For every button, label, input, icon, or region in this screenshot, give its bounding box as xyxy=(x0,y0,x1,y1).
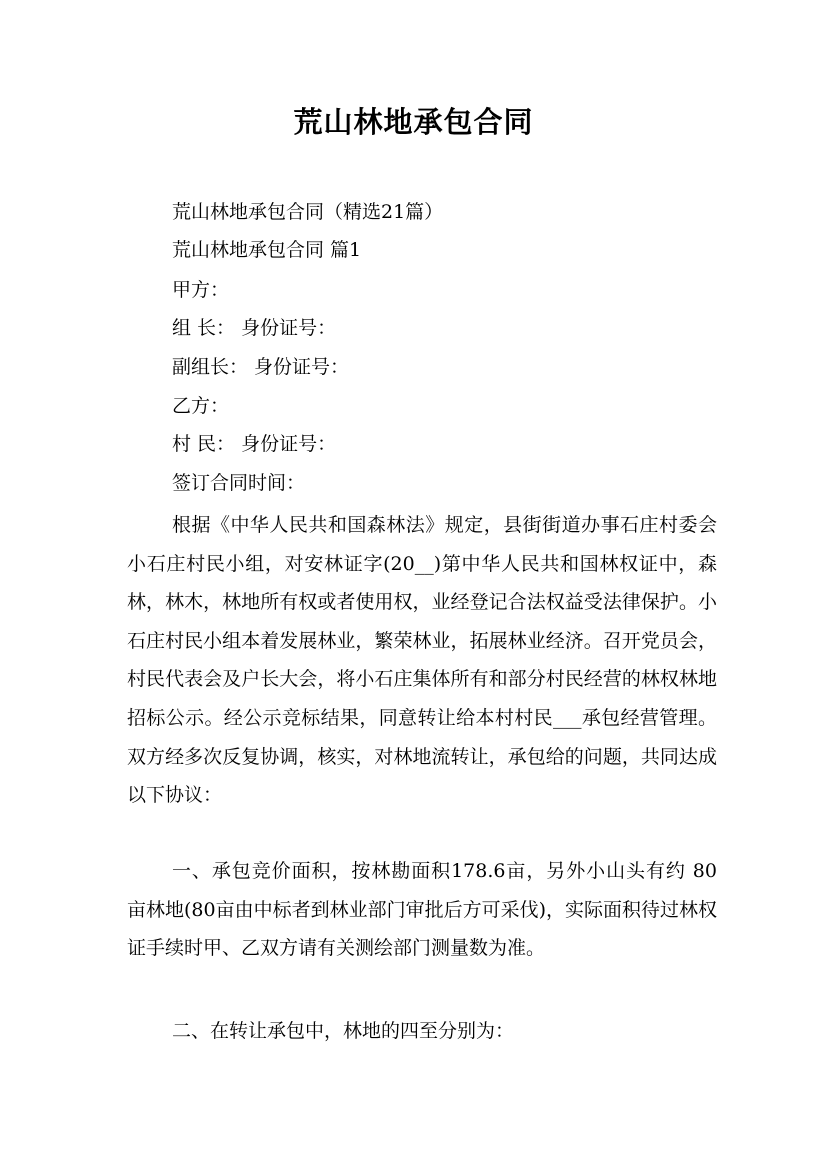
signing-date-line: 签订合同时间： xyxy=(172,472,306,494)
subtitle-line: 荒山林地承包合同（精选21篇） xyxy=(172,201,444,223)
section-heading: 荒山林地承包合同 篇1 xyxy=(172,239,362,261)
document-title: 荒山林地承包合同 xyxy=(293,105,534,139)
party-b-label: 乙方： xyxy=(172,395,230,417)
body-paragraph-clause-1: 一、承包竞价面积，按林勘面积178.6亩，另外小山头有约 80 亩林地(80亩由中标者到林业部门审批后方可采伐)，实际面积待过林权证手续时甲、乙双方请有关测绘部门测量数为准。 xyxy=(127,860,718,960)
body-paragraph-clause-2: 二、在转让承包中，林地的四至分别为： xyxy=(172,1020,515,1042)
deputy-leader-line: 副组长： 身份证号： xyxy=(172,356,350,378)
villager-line: 村 民： 身份证号： xyxy=(172,433,337,455)
group-leader-line: 组 长： 身份证号： xyxy=(172,317,337,339)
body-paragraph-intro: 根据《中华人民共和国森林法》规定，县街街道办事石庄村委会小石庄村民小组，对安林证字(20__)第中华人民共和国林权证中，森林，林木，林地所有权或者使用权，业经登记合法权益受法律保护。小石庄村民小组本着发展林业，繁荣林业，拓展林业经济。召开党员会，村民代表会及户长大会，将小石庄集体所有和部分村民经营的林权林地招标公示。经公示竞标结果，同意转让给本村村民___承包经营管理。双方经多次反复协调，核实，对林地流转让，承包给的问题，共同达成以下协议： xyxy=(127,514,717,807)
party-a-label: 甲方： xyxy=(172,279,230,301)
